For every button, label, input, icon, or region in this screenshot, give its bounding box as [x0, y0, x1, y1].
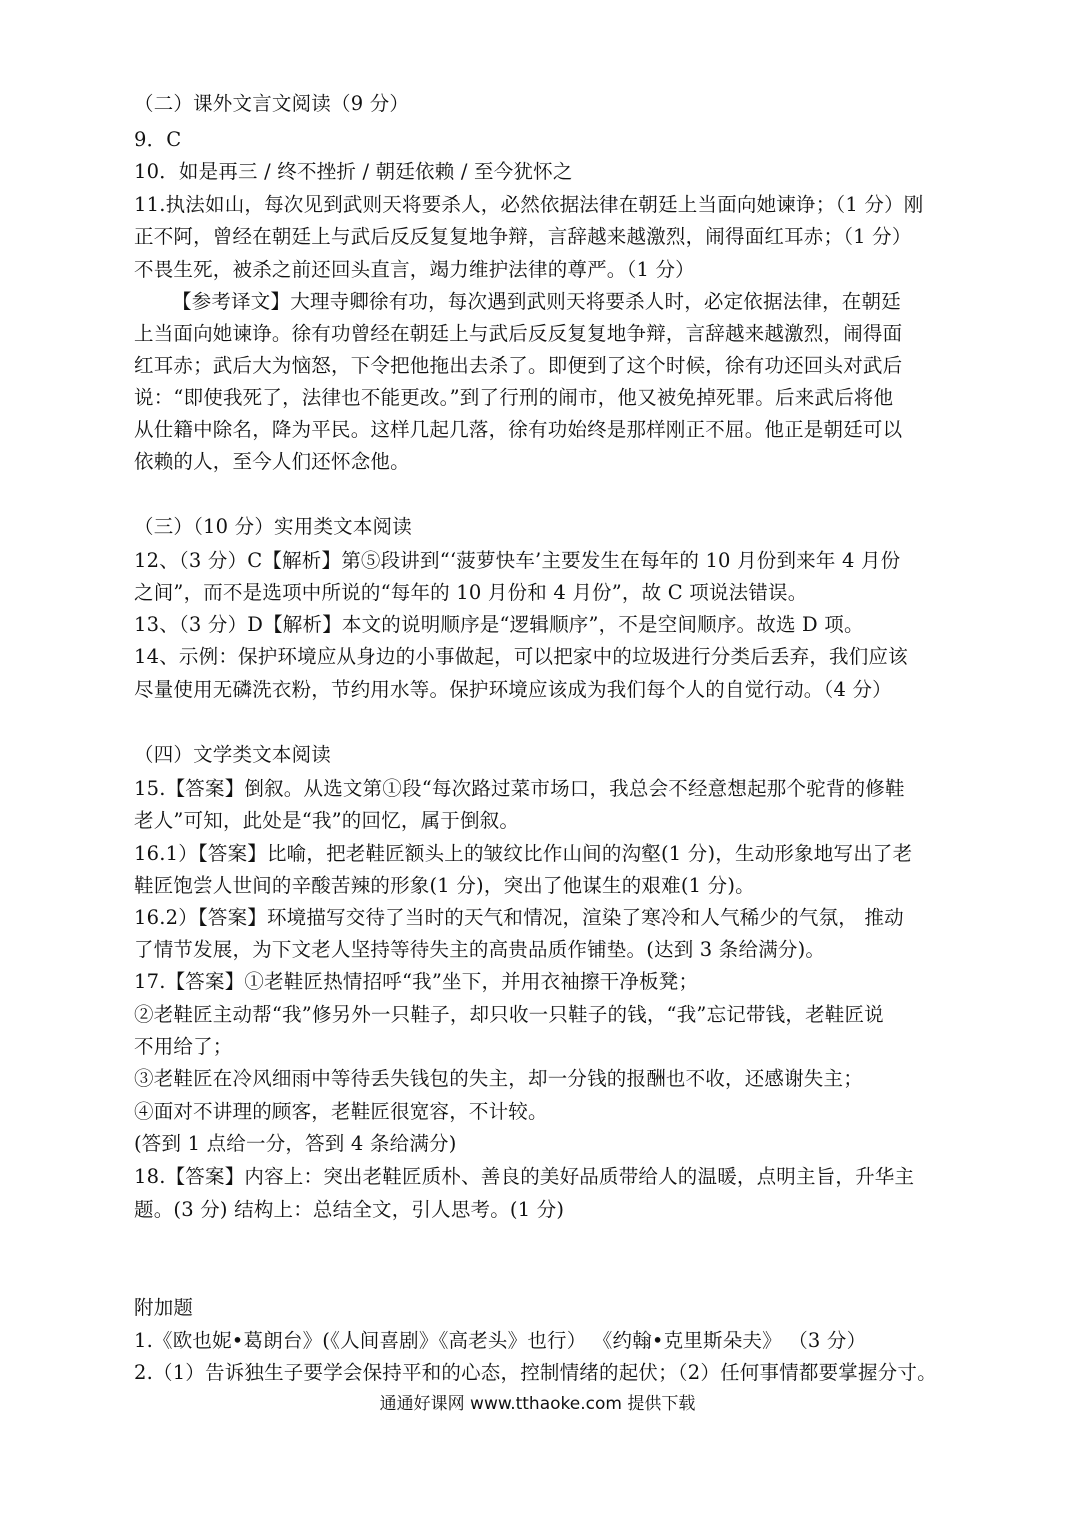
answer-17-line: 不用给了；: [134, 1035, 233, 1058]
translation-line: 说：“即使我死了，法律也不能更改。”到了行刑的闹市，他又被免掉死罪。后来武后将他: [134, 386, 894, 409]
answer-18-line: 题。(3 分) 结构上：总结全文，引人思考。(1 分): [134, 1198, 565, 1221]
answer-12-line: 之间”，而不是选项中所说的“每年的 10 月份和 4 月份”，故 C 项说法错误。: [134, 581, 808, 604]
answer-14-line: 14、示例：保护环境应从身边的小事做起，可以把家中的垃圾进行分类后丢弃，我们应该: [134, 645, 908, 668]
translation-line: 【参考译文】大理寺卿徐有功，每次遇到武则天将要杀人时，必定依据法律，在朝廷: [172, 290, 901, 313]
answer-11-line: 11.执法如山，每次见到武则天将要杀人，必然依据法律在朝廷上当面向她谏诤；（1 分）刚: [134, 193, 924, 216]
translation-line: 从仕籍中除名，降为平民。这样几起几落，徐有功始终是那样刚正不屈。他正是朝廷可以: [134, 418, 903, 441]
section-heading: （二）课外文言文阅读（9 分）: [134, 92, 410, 115]
answer-9: 9．C: [134, 128, 182, 151]
section-heading: （三）（10 分）实用类文本阅读: [134, 515, 412, 538]
extra-answer-1: 1.《欧也妮•葛朗台》(《人间喜剧》《高老头》也行） 《约翰•克里斯朵夫》 （3 分）: [134, 1329, 867, 1352]
answer-13: 13、（3 分）D【解析】本文的说明顺序是“逻辑顺序”，不是空间顺序。故选 D 项。: [134, 613, 864, 636]
translation-line: 依赖的人，至今人们还怀念他。: [134, 450, 410, 473]
answer-16-2-line: 16.2）【答案】环境描写交待了当时的天气和情况，渲染了寒冷和人气稀少的气氛， 推动: [134, 906, 904, 929]
translation-line: 红耳赤；武后大为恼怒，下令把他拖出去杀了。即便到了这个时候，徐有功还回头对武后: [134, 354, 903, 377]
answer-17-line: ③老鞋匠在冷风细雨中等待丢失钱包的失主，却一分钱的报酬也不收，还感谢失主；: [134, 1067, 863, 1090]
translation-line: 上当面向她谏诤。徐有功曾经在朝廷上与武后反反复复地争辩，言辞越来越激烈，闹得面: [134, 322, 903, 345]
page-footer: 通通好课网 www.tthaoke.com 提供下载: [379, 1394, 696, 1414]
answer-18-line: 18.【答案】内容上：突出老鞋匠质朴、善良的美好品质带给人的温暖，点明主旨，升华主: [134, 1165, 915, 1188]
answer-17-line: ④面对不讲理的顾客，老鞋匠很宽容，不计较。: [134, 1100, 548, 1123]
answer-12-line: 12、（3 分）C【解析】第⑤段讲到“‘菠萝快车’主要发生在每年的 10 月份到来年 4 月份: [134, 549, 901, 572]
answer-17-line: (答到 1 点给一分，答到 4 条给满分): [134, 1132, 457, 1155]
answer-17-line: 17.【答案】①老鞋匠热情招呼“我”坐下，并用衣袖擦干净板凳；: [134, 970, 699, 993]
extra-answer-2: 2.（1）告诉独生子要学会保持平和的心态，控制情绪的起伏；（2）任何事情都要掌握分寸。: [134, 1361, 937, 1384]
answer-16-1-line: 鞋匠饱尝人世间的辛酸苦辣的形象(1 分)，突出了他谋生的艰难(1 分)。: [134, 874, 755, 897]
answer-10: 10．如是再三 / 终不挫折 / 朝廷依赖 / 至今犹怀之: [134, 160, 573, 183]
answer-15-line: 15.【答案】倒叙。从选文第①段“每次路过菜市场口，我总会不经意想起那个驼背的修鞋: [134, 777, 905, 800]
answer-15-line: 老人”可知，此处是“我”的回忆，属于倒叙。: [134, 809, 520, 832]
answer-11-line: 不畏生死，被杀之前还回头直言，竭力维护法律的尊严。（1 分）: [134, 258, 695, 281]
answer-11-line: 正不阿，曾经在朝廷上与武后反反复复地争辩，言辞越来越激烈，闹得面红耳赤；（1 分）: [134, 225, 912, 248]
section-heading: （四）文学类文本阅读: [134, 743, 332, 766]
section-heading: 附加题: [134, 1296, 194, 1319]
answer-16-2-line: 了情节发展，为下文老人坚持等待失主的高贵品质作铺垫。(达到 3 条给满分)。: [134, 938, 826, 961]
answer-17-line: ②老鞋匠主动帮“我”修另外一只鞋子，却只收一只鞋子的钱，“我”忘记带钱，老鞋匠说: [134, 1003, 884, 1026]
answer-16-1-line: 16.1）【答案】比喻，把老鞋匠额头上的皱纹比作山间的沟壑(1 分)，生动形象地写出了老: [134, 842, 913, 865]
answer-14-line: 尽量使用无磷洗衣粉，节约用水等。保护环境应该成为我们每个人的自觉行动。（4 分）: [134, 678, 892, 701]
